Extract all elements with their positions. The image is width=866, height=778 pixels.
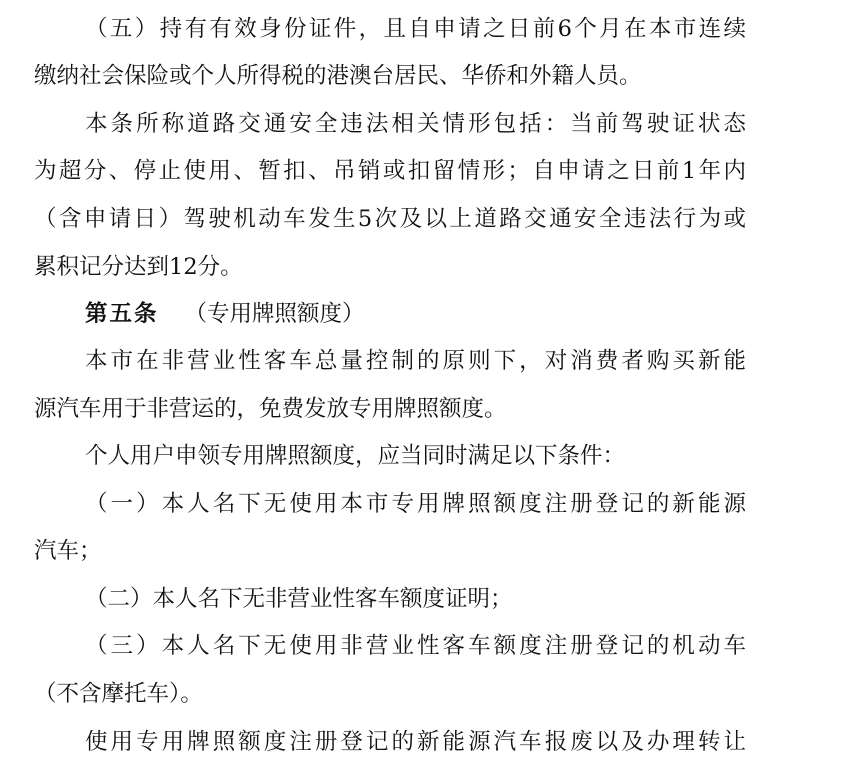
text-line-5: （含申请日）驾驶机动车发生5次及以上道路交通安全违法行为或 (34, 206, 746, 232)
text-line-13: （三）本人名下无使用非营业性客车额度注册登记的机动车 (85, 633, 746, 659)
text-line-2: 缴纳社会保险或个人所得税的港澳台居民、华侨和外籍人员。 (34, 63, 642, 89)
article-subtitle: （专用牌照额度） (184, 301, 365, 327)
text-line-15: 使用专用牌照额度注册登记的新能源汽车报废以及办理转让 (85, 729, 746, 755)
text-line-9: 个人用户申领专用牌照额度，应当同时满足以下条件： (85, 443, 626, 469)
text-line-10: （一）本人名下无使用本市专用牌照额度注册登记的新能源 (85, 491, 746, 517)
article-title: 第五条 (85, 301, 159, 327)
text-line-1: （五）持有有效身份证件，且自申请之日前6个月在本市连续 (85, 16, 746, 42)
text-line-11: 汽车； (34, 538, 102, 564)
article-heading (85, 299, 365, 329)
text-line-3: 本条所称道路交通安全违法相关情形包括：当前驾驶证状态 (85, 111, 746, 137)
text-line-4: 为超分、停止使用、暂扣、吊销或扣留情形；自申请之日前1年内 (34, 158, 746, 184)
text-line-14: （不含摩托车）。 (34, 681, 203, 707)
text-line-12: （二）本人名下无非营业性客车额度证明； (85, 586, 513, 612)
text-line-8: 源汽车用于非营运的，免费发放专用牌照额度。 (34, 396, 507, 422)
text-line-7: 本市在非营业性客车总量控制的原则下，对消费者购买新能 (85, 348, 746, 374)
text-line-6: 累积记分达到12分。 (34, 254, 243, 280)
